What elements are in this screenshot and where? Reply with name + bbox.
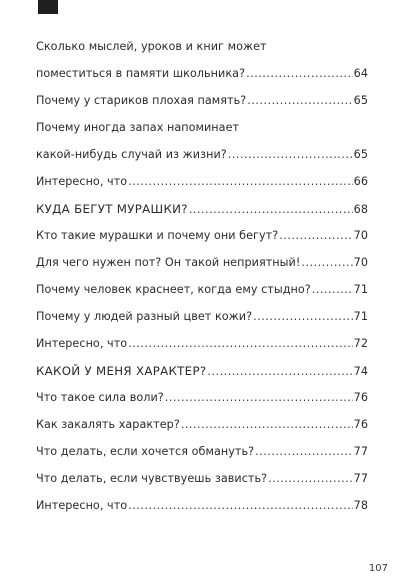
toc-entry-title: КУДА БЕГУТ МУРАШКИ? xyxy=(36,202,188,216)
toc-entry-page: 71 xyxy=(353,310,368,323)
toc-entry xyxy=(36,337,368,357)
toc-entry-title: Сколько мыслей, уроков и книг может xyxy=(36,40,267,53)
toc-dot-leader xyxy=(189,203,353,216)
toc-entry-title: Как закалять характер? xyxy=(36,418,180,431)
toc-entry-title: Интересно, что xyxy=(36,499,128,512)
toc-entry xyxy=(36,472,368,492)
toc-entry xyxy=(36,283,368,303)
toc-entry-title: Почему у стариков плохая память? xyxy=(36,94,247,107)
toc-entry-page: 66 xyxy=(353,175,368,188)
toc-dot-leader xyxy=(301,256,352,269)
toc-entry xyxy=(36,148,368,168)
toc-entry-title: Что делать, если чувствуешь зависть? xyxy=(36,472,268,485)
toc-entry-title: какой-нибудь случай из жизни? xyxy=(36,148,227,161)
toc-dot-leader xyxy=(253,310,353,323)
toc-section-heading xyxy=(36,364,368,384)
toc-entry-page: 76 xyxy=(353,418,368,431)
toc-entry-title: поместиться в памяти школьника? xyxy=(36,67,246,80)
toc-entry-title: Кто такие мурашки и почему они бегут? xyxy=(36,229,279,242)
toc-dot-leader xyxy=(128,499,352,512)
toc-entry xyxy=(36,94,368,114)
toc-dot-leader xyxy=(247,94,352,107)
toc-dot-leader xyxy=(279,229,352,242)
toc-section-heading xyxy=(36,202,368,222)
toc-dot-leader xyxy=(312,283,353,296)
toc-dot-leader xyxy=(228,148,353,161)
toc-entry-title: Интересно, что xyxy=(36,175,128,188)
toc-entry xyxy=(36,445,368,465)
toc-entry-page: 77 xyxy=(353,472,368,485)
toc-entry-page: 72 xyxy=(353,337,368,350)
toc-dot-leader xyxy=(207,365,352,378)
toc-dot-leader xyxy=(165,391,353,404)
toc-entry-page: 65 xyxy=(353,94,368,107)
top-decoration-bar xyxy=(38,0,58,14)
page-number: 107 xyxy=(368,563,388,574)
toc-entry xyxy=(36,256,368,276)
toc-entry-page: 76 xyxy=(353,391,368,404)
toc-entry-title: Почему человек краснеет, когда ему стыдно? xyxy=(36,283,311,296)
toc-entry xyxy=(36,418,368,438)
toc-entry-page: 78 xyxy=(353,499,368,512)
toc-entry xyxy=(36,40,368,60)
toc-entry-page: 70 xyxy=(353,256,368,269)
toc-dot-leader xyxy=(255,445,353,458)
toc-entry xyxy=(36,391,368,411)
toc-entry xyxy=(36,310,368,330)
toc-entry-page: 70 xyxy=(353,229,368,242)
toc-entry-title: Почему иногда запах напоминает xyxy=(36,121,240,134)
toc-entry-page: 74 xyxy=(353,365,368,378)
toc-entry-page: 65 xyxy=(353,148,368,161)
toc-entry xyxy=(36,229,368,249)
toc-entry-page: 64 xyxy=(353,67,368,80)
toc-entry-title: Для чего нужен пот? Он такой неприятный! xyxy=(36,256,301,269)
toc-dot-leader xyxy=(128,175,352,188)
toc-entry xyxy=(36,121,368,141)
toc-entry-page: 71 xyxy=(353,283,368,296)
toc-entry-page: 77 xyxy=(353,445,368,458)
toc-entry xyxy=(36,499,368,519)
toc-entry xyxy=(36,67,368,87)
toc-entry-page: 68 xyxy=(353,203,368,216)
toc-dot-leader xyxy=(246,67,353,80)
toc-dot-leader xyxy=(128,337,352,350)
toc-entry xyxy=(36,175,368,195)
toc-entry-title: Почему у людей разный цвет кожи? xyxy=(36,310,253,323)
toc-entry-title: Что такое сила воли? xyxy=(36,391,164,404)
toc-entry-title: КАКОЙ У МЕНЯ ХАРАКТЕР? xyxy=(36,364,207,378)
toc-entry-title: Интересно, что xyxy=(36,337,128,350)
toc-dot-leader xyxy=(268,472,353,485)
toc-entry-title: Что делать, если хочется обмануть? xyxy=(36,445,255,458)
toc-dot-leader xyxy=(181,418,353,431)
table-of-contents xyxy=(36,40,368,519)
